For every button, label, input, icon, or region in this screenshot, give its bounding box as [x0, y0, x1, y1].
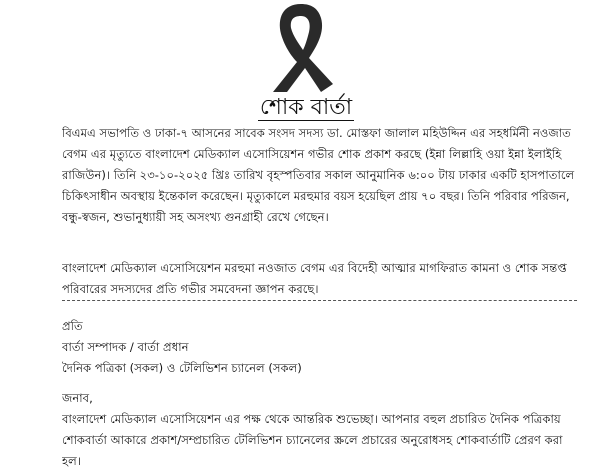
paragraph-line: বাংলাদেশ মেডিক্যাল এসোসিয়েশন মরহুমা নওজাত বেগম এর বিদেহী আত্মার মাগফিরাত কামনা ও শোক সন্তপ্ত — [62, 261, 567, 275]
salutation: জনাব, — [62, 391, 93, 405]
recipient-line: দৈনিক পত্রিকা (সকল) ও টেলিভিশন চ্যানেল (সকল) — [62, 361, 302, 375]
letter-line: হল। — [62, 454, 81, 468]
recipient-line: বার্তা সম্পাদক / বার্তা প্রধান — [62, 340, 189, 354]
letter-line: শোকবার্তা আকারে প্রকাশ/সম্প্রচারিত টেলিভিশন চ্যানেলের স্ক্রলে প্রচারের অনুরোধসহ শোকবার্তাটি প্রেরণ করা — [62, 433, 563, 447]
recipient-block — [62, 316, 582, 379]
page-title — [0, 94, 612, 122]
paragraph-line: চিকিৎসাধীন অবস্থায় ইন্তেকাল করেছেন। মৃত্যুকালে মরহুমার বয়স হয়েছিল প্রায় ৭০ বছর। তিনি পরিবার পরিজন, — [62, 189, 570, 203]
recipient-line: প্রতি — [62, 319, 83, 333]
condolence-paragraph — [62, 123, 582, 228]
paragraph-line: পরিবারের সদস্যদের প্রতি গভীর সমবেদনা জ্ঞাপন করছে। — [62, 282, 319, 296]
paragraph-line: বন্ধু-স্বজন, শুভানুধ্যায়ী সহ অসংখ্য গুনগ্রাহী রেখে গেছেন। — [62, 210, 329, 224]
sympathy-paragraph — [62, 258, 582, 300]
letter-line: বাংলাদেশ মেডিক্যাল এসোসিয়েশন এর পক্ষ থেকে আন্তরিক শুভেচ্ছা। আপনার বহুল প্রচারিত দৈনিক পত্রিকায় — [62, 412, 561, 426]
paragraph-line: রাজিউন)। তিনি ২৩-১০-২০২৫ খ্রিঃ তারিখ বৃহস্পতিবার সকাল আনুমানিক ৬:০০ টায় ঢাকার একটি হাসপাতালে — [62, 168, 575, 182]
dashed-divider — [62, 300, 577, 301]
letter-body — [62, 388, 582, 472]
paragraph-line: বিএমএ সভাপতি ও ঢাকা-৭ আসনের সাবেক সংসদ সদস্য ডা. মোস্তফা জালাল মহিউদ্দিন এর সহধর্মিনী নওজাত — [62, 126, 571, 140]
black-mourning-ribbon-icon — [255, 0, 347, 92]
title-text: শোক বার্তা — [259, 95, 353, 120]
paragraph-line: বেগম এর মৃত্যুতে বাংলাদেশ মেডিক্যাল এসোসিয়েশন গভীর শোক প্রকাশ করছে (ইন্না লিল্লাহি ওয়া ইন্না ইলাইহি — [62, 147, 562, 161]
